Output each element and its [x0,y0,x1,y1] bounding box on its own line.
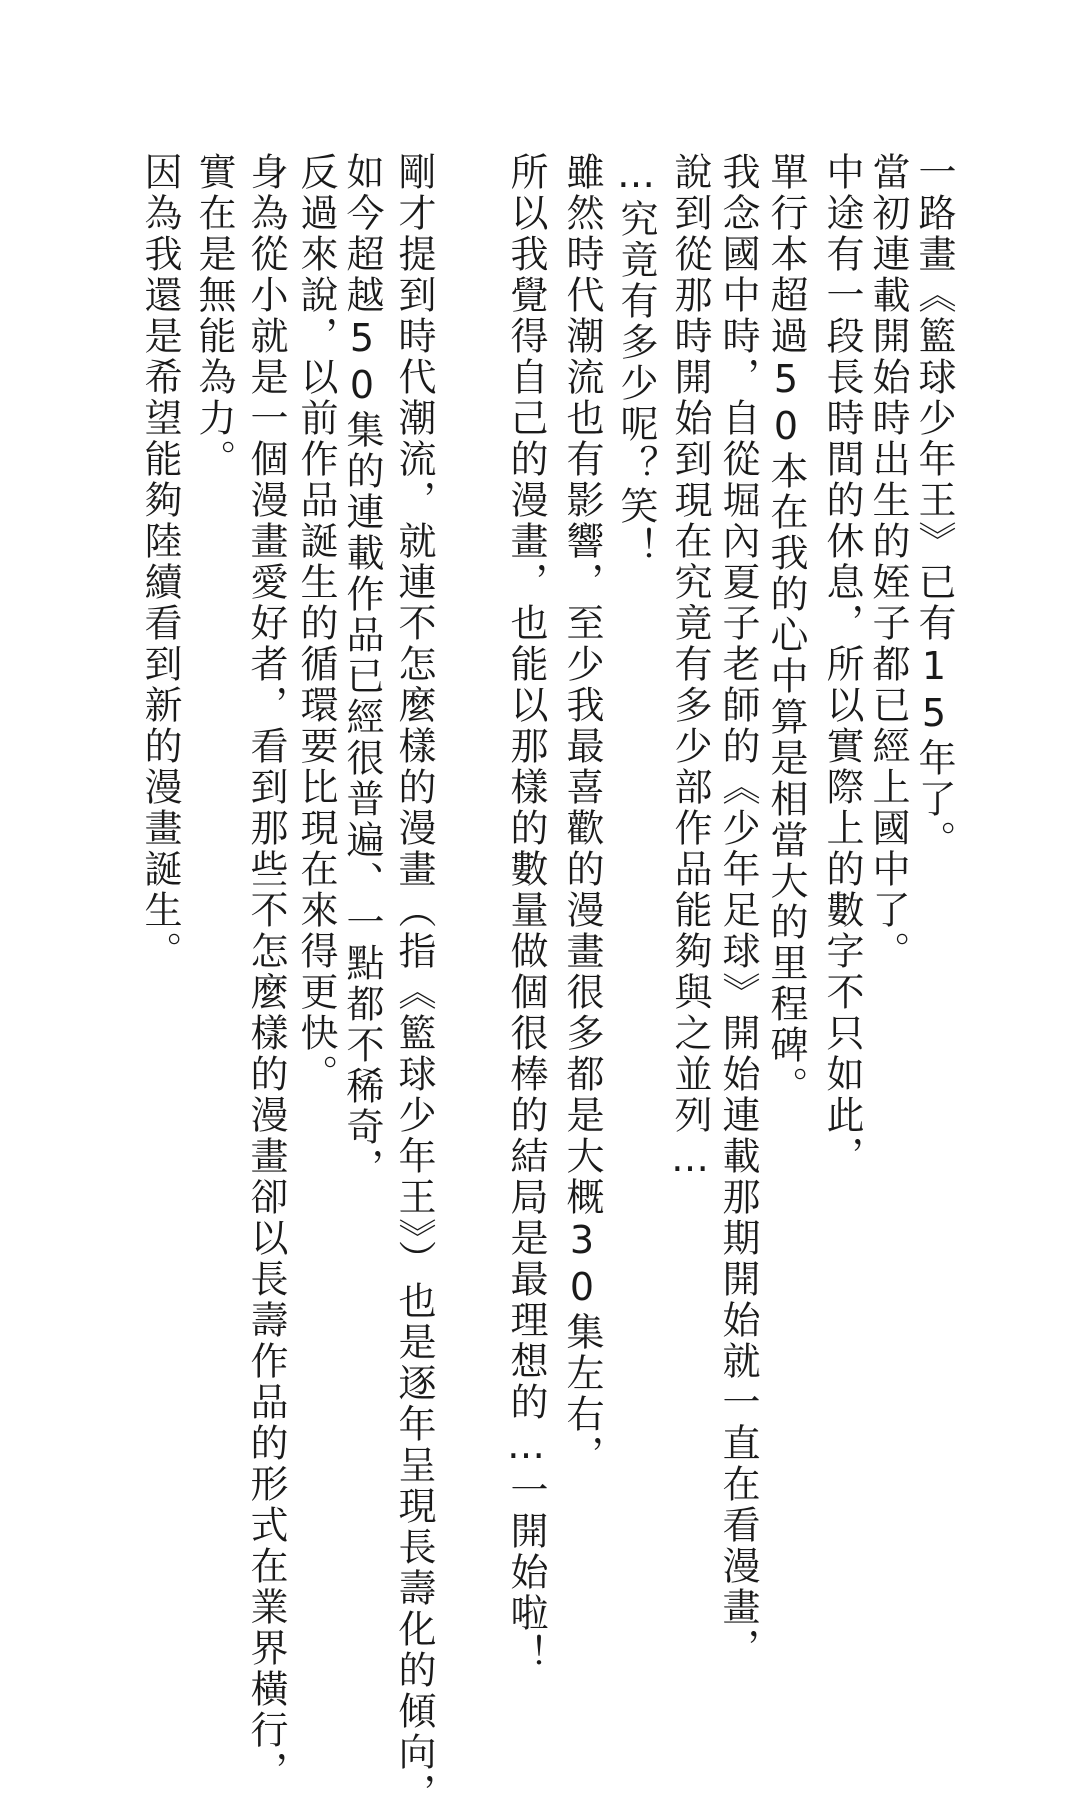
text-line-6: 說到從那時開始到現在究竟有多少部作品能夠與之並列… [668,152,712,1183]
text-line-1: 一路畫《籃球少年王》已有15年了。 [912,152,956,861]
text-line-5: 我念國中時，自從堀內夏子老師的《少年足球》開始連載那期開始就一直在看漫畫， [716,152,760,1669]
text-line-4: 單行本超過50本在我的心中算是相當大的里程碑。 [764,152,808,1107]
text-line-2: 當初連載開始時出生的姪子都已經上國中了。 [866,152,910,972]
text-line-8: 雖然時代潮流也有影響，至少我最喜歡的漫畫很多都是大概30集左右， [560,152,604,1476]
text-line-11: 如今超越50集的連載作品已經很普遍、一點都不稀奇， [340,152,384,1189]
text-line-14: 實在是無能為力。 [192,152,236,480]
text-line-3: 中途有一段長時間的休息，所以實際上的數字不只如此， [820,152,864,1177]
text-line-9: 所以我覺得自己的漫畫，也能以那樣的數量做個很棒的結局是最理想的…一開始啦！ [504,152,548,1675]
text-line-7: …究竟有多少呢？笑！ [614,152,658,568]
text-line-10: 剛才提到時代潮流，就連不怎麼樣的漫畫（指《籃球少年王》）也是逐年呈現長壽化的傾向， [392,152,436,1814]
text-line-13: 身為從小就是一個漫畫愛好者，看到那些不怎麼樣的漫畫卻以長壽作品的形式在業界橫行， [244,152,288,1792]
text-line-15: 因為我還是希望能夠陸續看到新的漫畫誕生。 [138,152,182,972]
text-line-12: 反過來說，以前作品誕生的循環要比現在來得更快。 [294,152,338,1095]
